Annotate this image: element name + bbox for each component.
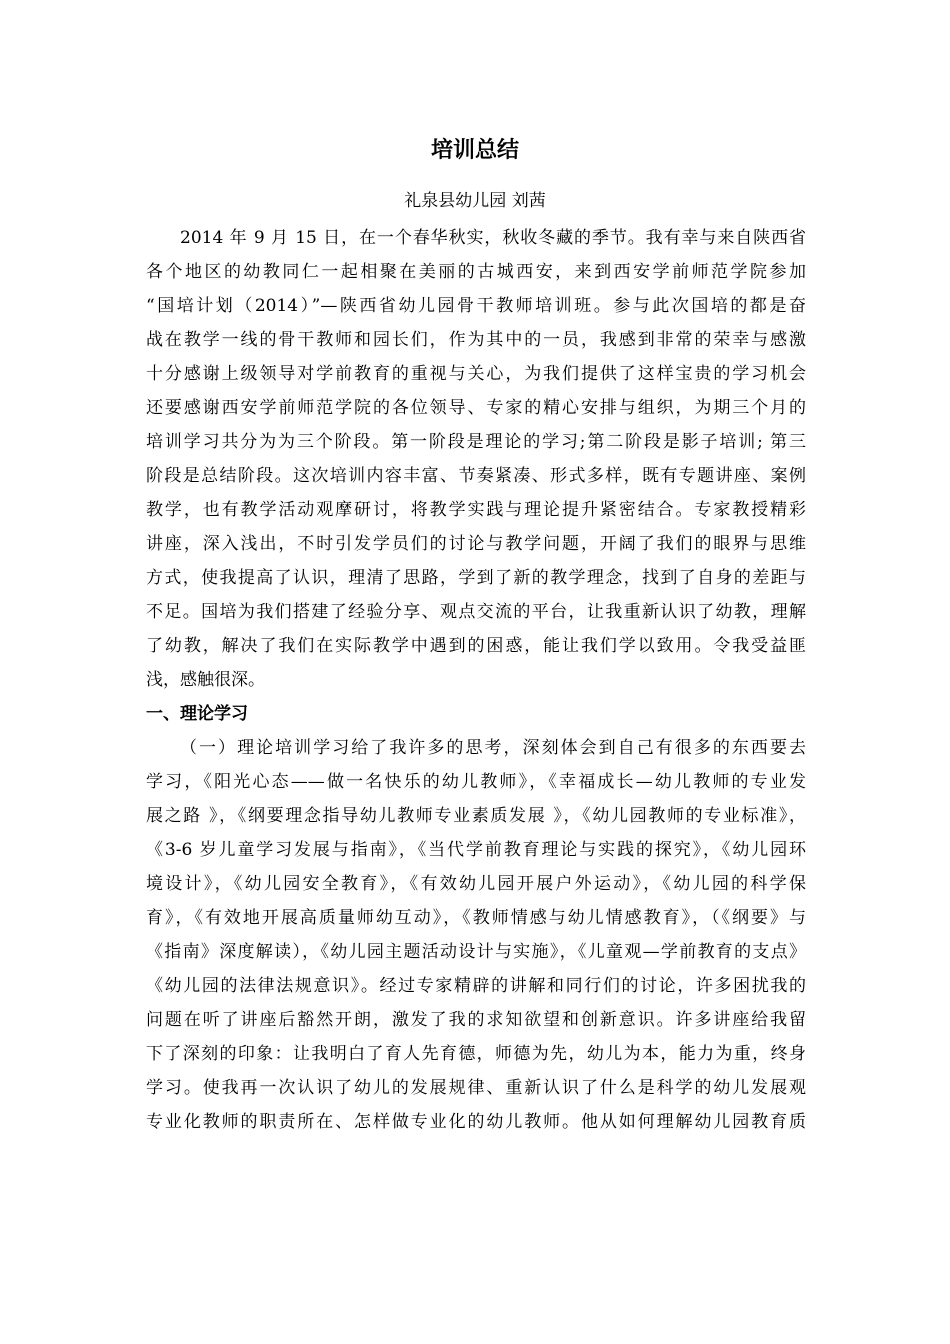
text-line: 下了深刻的印象：让我明白了育人先育德，师德为先，幼儿为本，能力为重，终身 (146, 1044, 806, 1064)
text-line: 展之路 》，《纲要理念指导幼儿教师专业素质发展 》，《幼儿园教师的专业标准》， (146, 806, 806, 826)
text-line: 战在教学一线的骨干教师和园长们，作为其中的一员，我感到非常的荣幸与感激 (146, 330, 806, 350)
text-line: 学习，《阳光心态——做一名快乐的幼儿教师》，《幸福成长—幼儿教师的专业发 (146, 772, 806, 792)
text-line: 方式，使我提高了认识，理清了思路，学到了新的教学理念，找到了自身的差距与 (146, 568, 806, 588)
text-line: “国培计划（2014）”—陕西省幼儿园骨干教师培训班。参与此次国培的都是奋 (146, 296, 806, 316)
text-line: 了幼教，解决了我们在实际教学中遇到的困惑，能让我们学以致用。令我受益匪 (146, 636, 806, 656)
text-line: 还要感谢西安学前师范学院的各位领导、专家的精心安排与组织，为期三个月的 (146, 398, 806, 418)
text-line: （一）理论培训学习给了我许多的思考，深刻体会到自己有很多的东西要去 (180, 738, 806, 758)
text-line: 浅，感触很深。 (146, 670, 265, 690)
text-line: 各个地区的幼教同仁一起相聚在美丽的古城西安，来到西安学前师范学院参加 (146, 262, 806, 282)
text-line: 培训学习共分为为三个阶段。第一阶段是理论的学习;第二阶段是影子培训; 第三 (146, 432, 806, 452)
document-title: 培训总结 (430, 138, 519, 163)
text-line: 教学，也有教学活动观摩研讨，将教学实践与理论提升紧密结合。专家教授精彩 (146, 500, 806, 520)
text-line: 《3-6 岁儿童学习发展与指南》，《当代学前教育理论与实践的探究》，《幼儿园环 (146, 840, 806, 860)
text-line: 育》，《有效地开展高质量师幼互动》，《教师情感与幼儿情感教育》，（《纲要》与 (146, 908, 806, 928)
text-line: 《幼儿园的法律法规意识》。经过专家精辟的讲解和同行们的讨论，许多困扰我的 (146, 976, 806, 996)
text-line: 问题在听了讲座后豁然开朗，激发了我的求知欲望和创新意识。许多讲座给我留 (146, 1010, 806, 1030)
author-line: 礼泉县幼儿园 刘茜 (404, 191, 546, 211)
text-line: 专业化教师的职责所在、怎样做专业化的幼儿教师。他从如何理解幼儿园教育质 (146, 1112, 806, 1132)
text-line: 不足。国培为我们搭建了经验分享、观点交流的平台，让我重新认识了幼教，理解 (146, 602, 806, 622)
text-line: 十分感谢上级领导对学前教育的重视与关心，为我们提供了这样宝贵的学习机会 (146, 364, 806, 384)
text-line: 讲座，深入浅出，不时引发学员们的讨论与教学问题，开阔了我们的眼界与思维 (146, 534, 806, 554)
text-line: 《指南》深度解读），《幼儿园主题活动设计与实施》，《儿童观—学前教育的支点》 (146, 942, 806, 962)
text-line: 2014 年 9 月 15 日，在一个春华秋实，秋收冬藏的季节。我有幸与来自陕西省 (180, 228, 806, 248)
text-line: 阶段是总结阶段。这次培训内容丰富、节奏紧凑、形式多样，既有专题讲座、案例 (146, 466, 806, 486)
text-line: 学习。使我再一次认识了幼儿的发展规律、重新认识了什么是科学的幼儿发展观 (146, 1078, 806, 1098)
text-line: 境设计》，《幼儿园安全教育》，《有效幼儿园开展户外运动》，《幼儿园的科学保 (146, 874, 806, 894)
section-heading: 一、理论学习 (146, 704, 248, 724)
